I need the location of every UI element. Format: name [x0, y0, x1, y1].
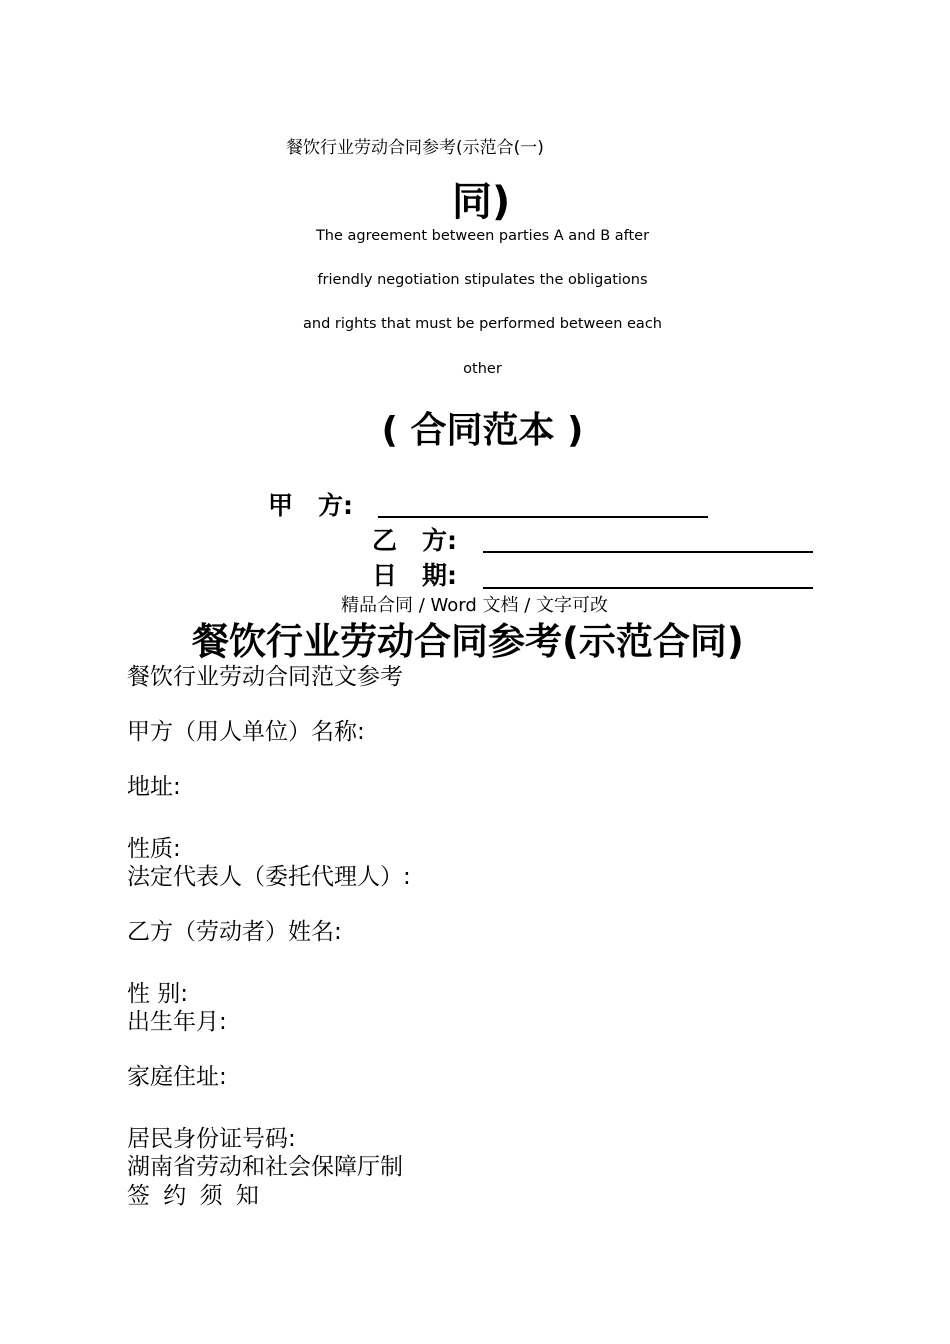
cover-title-line-1: 餐饮行业劳动合同参考(示范合(一) — [286, 138, 544, 158]
body-line: 地址: — [127, 774, 181, 800]
party-a-blank-line — [378, 516, 708, 518]
intro-english-line: The agreement between parties A and B after — [315, 228, 650, 244]
body-line: 家庭住址: — [127, 1064, 227, 1090]
body-line: 餐饮行业劳动合同范文参考 — [127, 664, 403, 690]
date-blank-line — [483, 587, 813, 589]
body-line: 性 别: — [127, 981, 189, 1007]
date-label: 日 期: — [372, 561, 457, 590]
body-line: 湖南省劳动和社会保障厅制 — [127, 1154, 403, 1180]
main-title: 餐饮行业劳动合同参考(示范合同) — [192, 620, 744, 663]
body-line: 乙方（劳动者）姓名: — [127, 919, 342, 945]
intro-english-line: and rights that must be performed between each — [303, 316, 662, 332]
party-a-label: 甲 方: — [268, 491, 353, 520]
intro-english-line: other — [463, 361, 502, 377]
party-b-label: 乙 方: — [372, 526, 457, 555]
body-line: 居民身份证号码: — [127, 1126, 296, 1152]
quality-note: 精品合同 / Word 文档 / 文字可改 — [341, 595, 609, 616]
body-line: 性质: — [127, 836, 181, 862]
party-b-blank-line — [483, 551, 813, 553]
body-line: 甲方（用人单位）名称: — [127, 719, 365, 745]
intro-english-line: friendly negotiation stipulates the obligations — [317, 272, 648, 288]
body-line: 出生年月: — [127, 1009, 227, 1035]
body-line: 法定代表人（委托代理人）: — [127, 864, 411, 890]
contract-template-title: ( 合同范本 ) — [381, 410, 584, 451]
cover-title-line-2: 同) — [452, 179, 511, 225]
body-line: 签 约 须 知 — [127, 1183, 262, 1209]
